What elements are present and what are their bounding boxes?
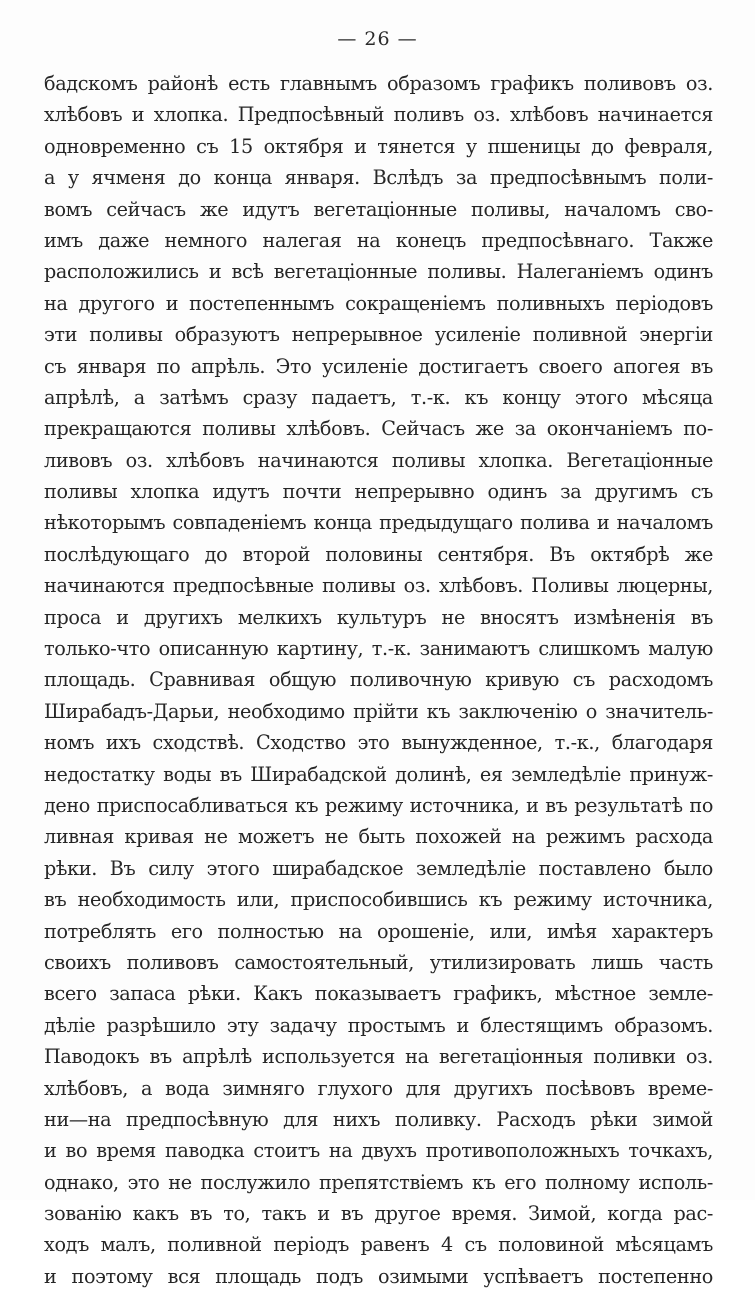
text-line: апрѣлѣ, а затѣмъ сразу падаетъ, т.-к. къ концу этого мѣсяца: [44, 385, 713, 409]
text-line: ни—на предпосѣвную для нихъ поливку. Расходъ рѣки зимой: [44, 1107, 713, 1131]
text-line: дѣліе разрѣшило эту задачу простымъ и блестящимъ образомъ.: [44, 1013, 713, 1037]
text-line: эти поливы образуютъ непрерывное усиленіе поливной энергіи: [44, 323, 713, 347]
body-text: [44, 68, 713, 1292]
text-line: площадь. Сравнивая общую поливочную кривую съ расходомъ: [44, 668, 713, 692]
text-line: расположились и всѣ вегетаціонные поливы. Налеганіемъ одинъ: [44, 260, 713, 284]
text-line: послѣдующаго до второй половины сентября. Въ октябрѣ же: [44, 542, 713, 566]
text-line: рѣки. Въ силу этого ширабадское земледѣліе поставлено было: [44, 856, 713, 880]
text-line: однако, это не послужило препятствіемъ къ его полному исполь-: [44, 1170, 713, 1194]
text-line: потреблять его полностью на орошеніе, или, имѣя характеръ: [44, 919, 713, 943]
text-line: вомъ сейчасъ же идутъ вегетаціонные поливы, началомъ сво-: [44, 197, 713, 221]
text-line: бадскомъ районѣ есть главнымъ образомъ графикъ поливовъ оз.: [44, 72, 713, 95]
text-line: съ января по апрѣль. Это усиленіе достигаетъ своего апогея въ: [44, 354, 713, 378]
text-line: недостатку воды въ Ширабадской долинѣ, ея земледѣліе принуж-: [44, 762, 713, 786]
text-line: дено приспосабливаться къ режиму источника, и въ результатѣ по: [44, 793, 713, 817]
text-line: всего запаса рѣки. Какъ показываетъ графикъ, мѣстное земле-: [44, 982, 713, 1006]
text-line: ходъ малъ, поливной періодъ равенъ 4 съ половиной мѣсяцамъ: [44, 1233, 713, 1257]
text-line: Ширабадъ-Дарьи, необходимо прійти къ заключенію о значитель-: [44, 699, 713, 723]
text-line: номъ ихъ сходствѣ. Сходство это вынужденное, т.-к., благодаря: [44, 731, 713, 755]
text-line: ливовъ оз. хлѣбовъ начинаются поливы хлопка. Вегетаціонные: [44, 448, 713, 472]
text-line: прекращаются поливы хлѣбовъ. Сейчасъ же за окончаніемъ по-: [44, 417, 713, 441]
text-line: ливная кривая не можетъ не быть похожей на режимъ расхода: [44, 825, 713, 849]
page-number: — 26 —: [337, 28, 418, 50]
text-line: проса и другихъ мелкихъ культуръ не вносятъ измѣненія въ: [44, 605, 713, 629]
text-line: одновременно съ 15 октября и тянется у пшеницы до февраля,: [44, 134, 713, 158]
text-line: своихъ поливовъ самостоятельный, утилизировать лишь часть: [44, 950, 713, 974]
text-line: зованію какъ въ то, такъ и въ другое время. Зимой, когда рас-: [44, 1202, 713, 1226]
text-line: и поэтому вся площадь подъ озимыми успѣваетъ постепенно: [44, 1264, 713, 1288]
text-line: хлѣбовъ и хлопка. Предпосѣвный поливъ оз. хлѣбовъ начинается: [44, 103, 713, 127]
text-line: Паводокъ въ апрѣлѣ используется на вегетаціонныя поливки оз.: [44, 1045, 713, 1069]
text-line: на другого и постепеннымъ сокращеніемъ поливныхъ періодовъ: [44, 291, 713, 315]
text-line: а у ячменя до конца января. Вслѣдъ за предпосѣвнымъ поли-: [44, 166, 713, 190]
text-line: и во время паводка стоитъ на двухъ противоположныхъ точкахъ,: [44, 1139, 713, 1163]
text-line: въ необходимость или, приспособившись къ режиму источника,: [44, 888, 713, 912]
text-line: нѣкоторымъ совпаденіемъ конца предыдущаго полива и началомъ: [44, 511, 713, 535]
text-line: хлѣбовъ, а вода зимняго глухого для другихъ посѣвовъ време-: [44, 1076, 713, 1100]
text-line: только-что описанную картину, т.-к. занимаютъ слишкомъ малую: [44, 637, 713, 661]
text-line: начинаются предпосѣвные поливы оз. хлѣбовъ. Поливы люцерны,: [44, 574, 713, 598]
text-line: поливы хлопка идутъ почти непрерывно одинъ за другимъ съ: [44, 480, 713, 504]
text-line: имъ даже немного налегая на конецъ предпосѣвнаго. Также: [44, 228, 713, 252]
